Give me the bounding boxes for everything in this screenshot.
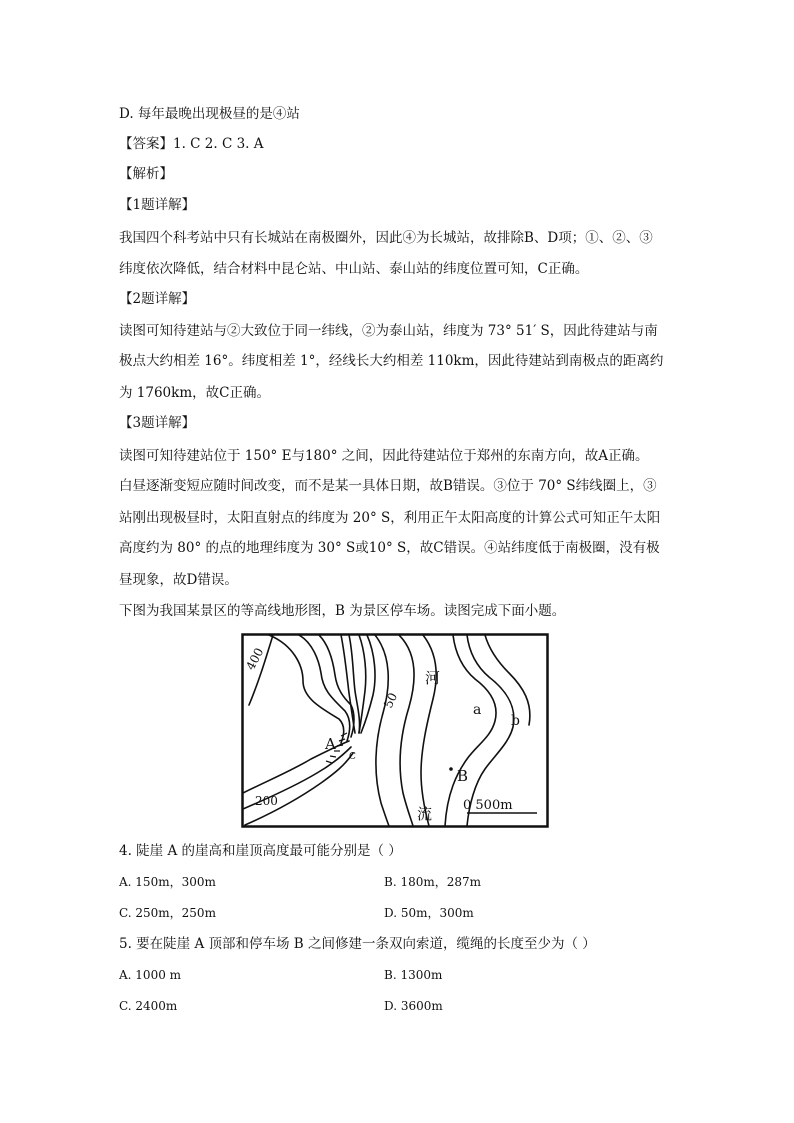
q3-explanation-line-1: 读图可知待建站位于 150° E与180° 之间，因此待建站位于郑州的东南方向，故A正确。 [119, 448, 649, 464]
q5-option-c: C. 2400m [119, 999, 178, 1013]
label-cliff-a: A [325, 735, 336, 753]
label-he: 河 [425, 669, 441, 687]
analysis-heading: 【解析】 [119, 166, 173, 182]
map-intro-line: 下图为我国某景区的等高线地形图，B 为景区停车场。读图完成下面小题。 [119, 603, 566, 619]
question-4-stem: 4. 陡崖 A 的崖高和崖顶高度最可能分别是（ ） [119, 843, 402, 859]
q3-detail-heading: 【3题详解】 [119, 415, 196, 431]
label-c: C [349, 752, 356, 762]
q1-explanation-line-1: 我国四个科考站中只有长城站在南极圈外，因此④为长城站，故排除B、D项；①、②、③ [119, 230, 653, 246]
answer-line: 【答案】1. C 2. C 3. A [119, 136, 264, 152]
label-200: 200 [255, 794, 278, 808]
q4-option-c: C. 250m，250m [119, 906, 216, 920]
label-liu: 流 [417, 805, 433, 823]
q3-explanation-line-4: 高度约为 80° 的点的地理纬度为 30° S或10° S，故C错误。④站纬度低于南极圈，没有极 [119, 540, 660, 556]
label-400: 400 [243, 645, 267, 673]
label-a: a [473, 702, 482, 718]
q5-option-a: A. 1000 m [119, 968, 182, 982]
q2-explanation-line-1: 读图可知待建站与②大致位于同一纬线，②为泰山站，纬度为 73° 51′ S，因此待建站与南 [119, 323, 658, 339]
q1-explanation-line-2: 纬度依次降低，结合材料中昆仑站、中山站、泰山站的纬度位置可知，C正确。 [119, 261, 589, 277]
q3-explanation-line-3: 站刚出现极昼时，太阳直射点的纬度为 20° S，利用正午太阳高度的计算公式可知正午太阳 [119, 510, 661, 526]
q2-detail-heading: 【2题详解】 [119, 291, 196, 307]
label-parking-b: B [457, 767, 469, 785]
contour-map [241, 633, 549, 828]
parking-point [449, 767, 453, 771]
q5-option-d: D. 3600m [384, 999, 443, 1013]
q4-option-b: B. 180m，287m [384, 875, 482, 889]
q3-explanation-line-2: 白昼逐渐变短应随时间改变，而不是某一具体日期，故B错误。③位于 70° S纬线圈上，③ [119, 478, 657, 494]
label-b: b [511, 713, 520, 729]
q5-option-b: B. 1300m [384, 968, 443, 982]
q1-detail-heading: 【1题详解】 [119, 197, 196, 213]
q3-explanation-line-5: 昼现象，故D错误。 [119, 572, 238, 588]
q4-option-d: D. 50m，300m [384, 906, 474, 920]
q2-explanation-line-3: 为 1760km，故C正确。 [119, 385, 270, 401]
question-5-stem: 5. 要在陡崖 A 顶部和停车场 B 之间修建一条双向索道，缆绳的长度至少为（ ） [119, 936, 596, 952]
label-50: 50 [381, 690, 401, 711]
q4-option-a: A. 150m，300m [119, 875, 216, 889]
q2-explanation-line-2: 极点大约相差 16°。纬度相差 1°，经线长大约相差 110km，因此待建站到南极点的距离约 [119, 353, 664, 369]
label-scale: 0 500m [463, 798, 513, 813]
option-d-line: D. 每年最晚出现极昼的是④站 [119, 106, 300, 122]
